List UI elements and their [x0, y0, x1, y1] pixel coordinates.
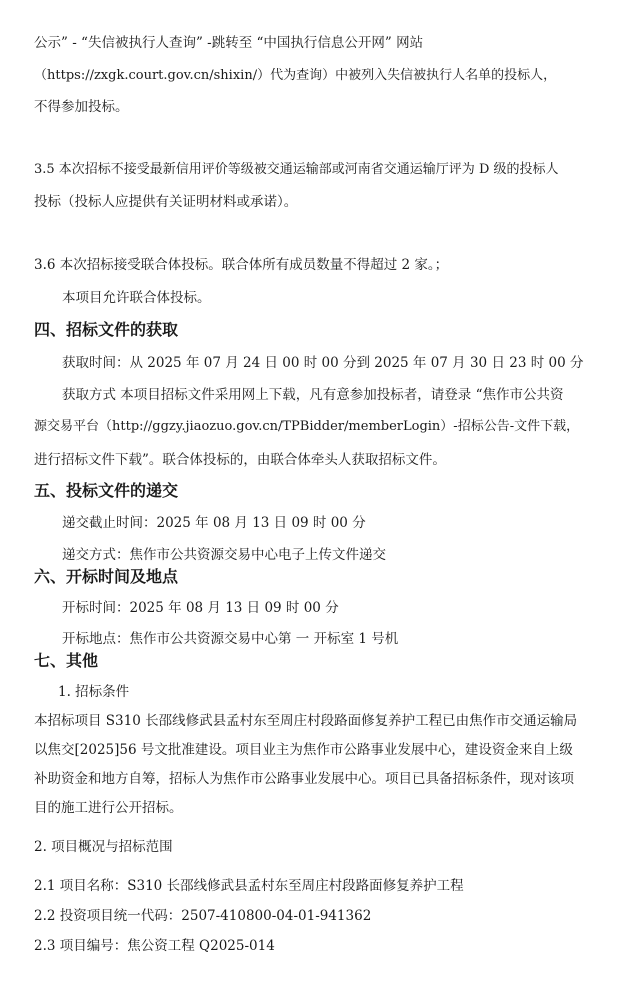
bid-condition-line-2: 以焦交[2025]56 号文批准建设。项目业主为焦作市公路事业发展中心，建设资金来自上级	[34, 742, 573, 758]
project-number: 2.3 项目编号：焦公资工程 Q2025-014	[34, 938, 275, 954]
project-name: 2.1 项目名称：S310 长邵线修武县孟村东至周庄村段路面修复养护工程	[34, 878, 464, 894]
submit-way: 递交方式：焦作市公共资源交易中心电子上传文件递交	[62, 547, 386, 563]
section-4-heading: 四、招标文件的获取	[34, 320, 179, 339]
intro-line-1: 公示” - “失信被执行人查询” -跳转至 “中国执行信息公开网” 网站	[34, 35, 424, 51]
section-6-heading: 六、开标时间及地点	[34, 567, 179, 586]
acquire-method-line-3: 进行招标文件下载”。联合体投标的，由联合体牵头人获取招标文件。	[34, 452, 446, 468]
opening-time: 开标时间：2025 年 08 月 13 日 09 时 00 分	[62, 600, 339, 616]
section-7-heading: 七、其他	[34, 651, 99, 670]
acquire-method-line-2: 源交易平台（http://ggzy.jiaozuo.gov.cn/TPBidder/memberLogin）-招标公告-文件下载，	[34, 419, 580, 434]
bid-condition-line-3: 补助资金和地方自筹，招标人为焦作市公路事业发展中心。项目已具备招标条件，现对该项	[34, 771, 574, 787]
bid-condition-line-1: 本招标项目 S310 长邵线修武县孟村东至周庄村段路面修复养护工程已由焦作市交通运输局	[34, 713, 578, 729]
intro-line-2: （https://zxgk.court.gov.cn/shixin/）代为查询）中被列入失信被执行人名单的投标人，	[34, 68, 557, 83]
bid-condition-line-4: 目的施工进行公开招标。	[34, 800, 183, 816]
submit-deadline: 递交截止时间：2025 年 08 月 13 日 09 时 00 分	[62, 515, 366, 531]
acquire-time: 获取时间：从 2025 年 07 月 24 日 00 时 00 分到 2025 年 07 月 30 日 23 时 00 分	[62, 355, 584, 371]
clause-3-5-line-2: 投标（投标人应提供有关证明材料或承诺）。	[34, 194, 298, 210]
project-code: 2.2 投资项目统一代码：2507-410800-04-01-941362	[34, 908, 372, 924]
clause-3-6-line-1: 3.6 本次招标接受联合体投标。联合体所有成员数量不得超过 2 家。；	[34, 257, 449, 273]
section-5-heading: 五、投标文件的递交	[34, 481, 179, 500]
acquire-method-line-1: 获取方式 本项目招标文件采用网上下载，凡有意参加投标者，请登录 “焦作市公共资	[62, 387, 564, 403]
intro-line-3: 不得参加投标。	[34, 99, 129, 115]
subsection-1-title: 1. 招标条件	[58, 684, 130, 700]
clause-3-6-line-2: 本项目允许联合体投标。	[62, 290, 211, 306]
clause-3-5-line-1: 3.5 本次招标不接受最新信用评价等级被交通运输部或河南省交通运输厅评为 D 级的投标人	[34, 162, 559, 177]
subsection-2-title: 2. 项目概况与招标范围	[34, 839, 173, 855]
opening-place: 开标地点：焦作市公共资源交易中心第 一 开标室 1 号机	[62, 631, 399, 647]
